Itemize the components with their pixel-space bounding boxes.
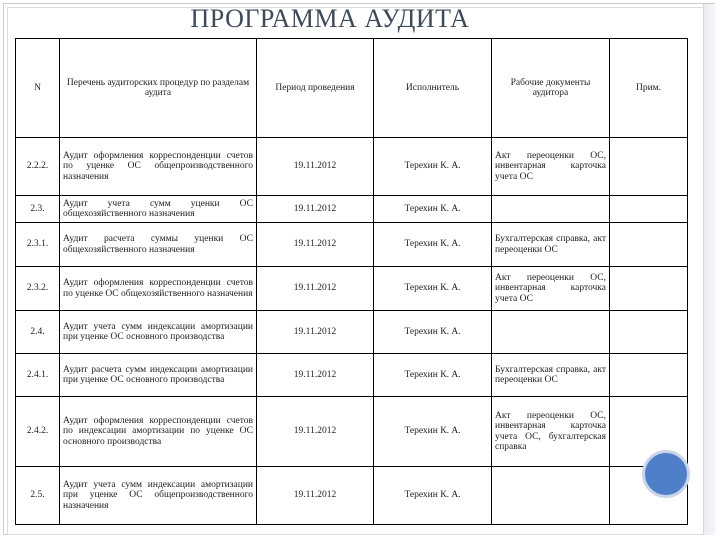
- header-period: Период проведения: [257, 39, 374, 138]
- row-documents: [492, 311, 610, 354]
- row-num: 2.3.2.: [16, 267, 60, 311]
- row-period: 19.11.2012: [257, 467, 374, 525]
- row-executor: Терехин К. А.: [374, 138, 492, 196]
- row-procedure: Аудит оформления корреспонденции счетов по уценке ОС общепроизводственного назначения: [60, 138, 257, 196]
- row-procedure: Аудит учета сумм индексации амортизации при уценке ОС общепроизводственного назначения: [60, 467, 257, 525]
- row-documents: Акт переоценки ОС, инвентарная карточка учета ОС: [492, 138, 610, 196]
- table-row: [16, 467, 688, 525]
- header-notes: Прим.: [610, 39, 688, 138]
- row-executor: Терехин К. А.: [374, 223, 492, 267]
- table-row: [16, 397, 688, 467]
- row-documents: Бухгалтерская справка, акт переоценки ОС: [492, 354, 610, 397]
- row-note: [610, 354, 688, 397]
- row-executor: Терехин К. А.: [374, 196, 492, 223]
- row-period: 19.11.2012: [257, 223, 374, 267]
- table-row: [16, 223, 688, 267]
- row-period: 19.11.2012: [257, 267, 374, 311]
- row-num: 2.2.2.: [16, 138, 60, 196]
- row-executor: Терехин К. А.: [374, 397, 492, 467]
- header-executor: Исполнитель: [374, 39, 492, 138]
- table-row: [16, 138, 688, 196]
- row-procedure: Аудит расчета суммы уценки ОС общехозяйственного назначения: [60, 223, 257, 267]
- table-header-row: [16, 39, 688, 138]
- header-num: N: [16, 39, 60, 138]
- table-row: [16, 267, 688, 311]
- row-documents: [492, 196, 610, 223]
- row-note: [610, 223, 688, 267]
- row-executor: Терехин К. А.: [374, 467, 492, 525]
- row-executor: Терехин К. А.: [374, 267, 492, 311]
- row-period: 19.11.2012: [257, 311, 374, 354]
- row-num: 2.3.: [16, 196, 60, 223]
- row-procedure: Аудит оформления корреспонденции счетов по уценке ОС общехозяйственного назначения: [60, 267, 257, 311]
- row-period: 19.11.2012: [257, 397, 374, 467]
- decorative-circle: [642, 450, 690, 498]
- row-num: 2.3.1.: [16, 223, 60, 267]
- row-executor: Терехин К. А.: [374, 311, 492, 354]
- row-period: 19.11.2012: [257, 138, 374, 196]
- row-executor: Терехин К. А.: [374, 354, 492, 397]
- audit-program-table: [15, 38, 688, 525]
- row-procedure: Аудит расчета сумм индексации амортизации при уценке ОС основного производства: [60, 354, 257, 397]
- row-documents: Акт переоценки ОС, инвентарная карточка учета ОС, бухгалтерская справка: [492, 397, 610, 467]
- row-period: 19.11.2012: [257, 196, 374, 223]
- row-num: 2.4.: [16, 311, 60, 354]
- slide-side-bar: [703, 4, 716, 535]
- row-procedure: Аудит учета сумм индексации амортизации при уценке ОС основного производства: [60, 311, 257, 354]
- row-documents: Акт переоценки ОС, инвентарная карточка учета ОС: [492, 267, 610, 311]
- row-num: 2.4.2.: [16, 397, 60, 467]
- row-documents: [492, 467, 610, 525]
- row-note: [610, 138, 688, 196]
- row-note: [610, 267, 688, 311]
- row-num: 2.4.1.: [16, 354, 60, 397]
- row-documents: Бухгалтерская справка, акт переоценки ОС: [492, 223, 610, 267]
- header-procedures: Перечень аудиторских процедур по разделам аудита: [60, 39, 257, 138]
- header-documents: Рабочие документы аудитора: [492, 39, 610, 138]
- row-note: [610, 311, 688, 354]
- row-procedure: Аудит учета сумм уценки ОС общехозяйственного назначения: [60, 196, 257, 223]
- slide-title: ПРОГРАММА АУДИТА: [190, 4, 470, 33]
- table-row: [16, 196, 688, 223]
- row-note: [610, 196, 688, 223]
- row-num: 2.5.: [16, 467, 60, 525]
- row-procedure: Аудит оформления корреспонденции счетов по индексации амортизации по уценке ОС основного производства: [60, 397, 257, 467]
- table-row: [16, 354, 688, 397]
- table-row: [16, 311, 688, 354]
- row-period: 19.11.2012: [257, 354, 374, 397]
